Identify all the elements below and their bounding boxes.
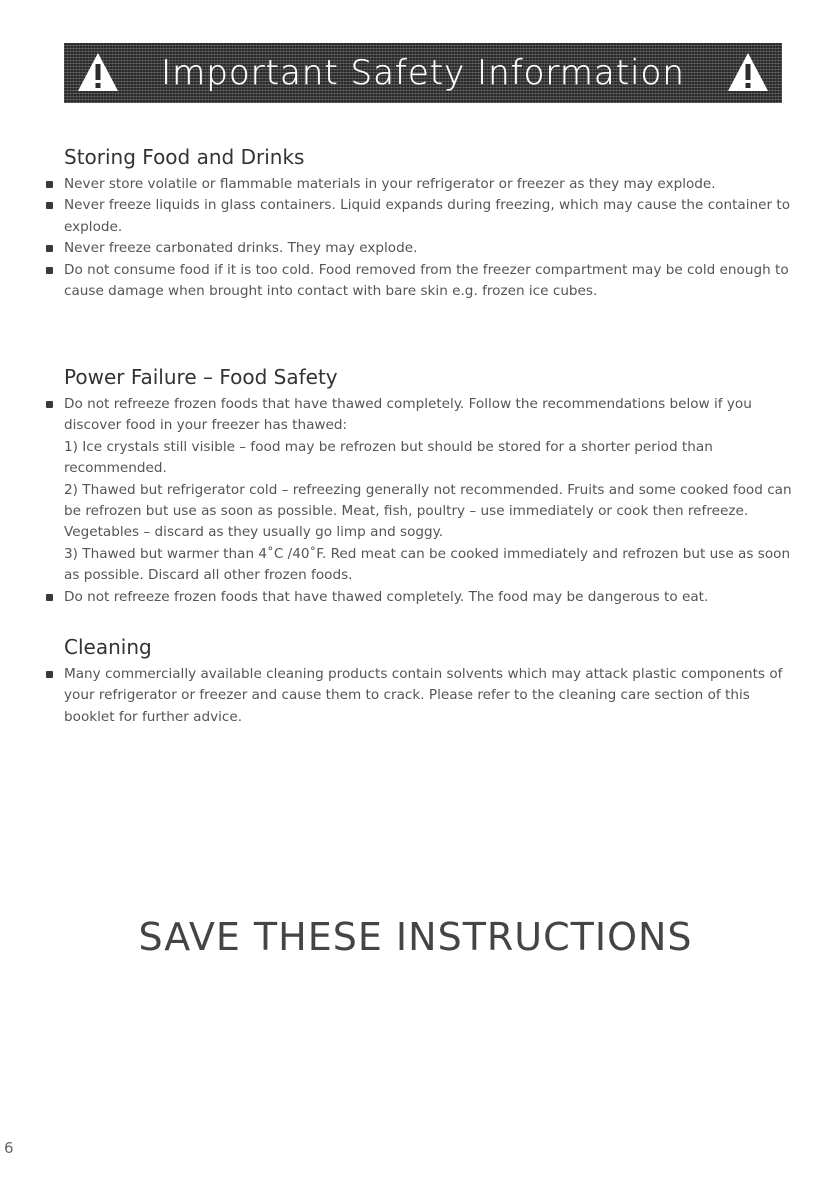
list-item: [44, 260, 794, 303]
list-item-text: Do not consume food if it is too cold. Food removed from the freezer compartment may be cold enough to cause damage when brought into contact with bare skin e.g. frozen ice cubes.: [64, 261, 789, 300]
list-item: [44, 238, 794, 259]
bullet-icon: [46, 181, 53, 188]
list-item-text: Do not refreeze frozen foods that have thawed completely. Follow the recommendations below if you discover food in your freezer has thawed:: [64, 396, 752, 434]
page-number: 6: [4, 1139, 14, 1157]
section-cleaning: [44, 634, 794, 728]
list-item: [44, 394, 794, 587]
bullet-icon: [46, 245, 53, 252]
safety-banner: [64, 43, 782, 103]
bullet-icon: [46, 267, 53, 274]
recommendation-2: 2) Thawed but refrigerator cold – refreezing generally not recommended. Fruits and some cooked food can be refrozen but use as soon as possible. Meat, fish, poultry – use immediately or cook then refreeze. Vegetables – discard as they usually go limp and soggy.: [64, 481, 792, 541]
list-item-text: Many commercially available cleaning products contain solvents which may attack plastic components of your refrigerator or freezer and cause them to crack. Please refer to the cleaning care section of this booklet for further advice.: [64, 666, 783, 725]
section-heading: Cleaning: [64, 635, 152, 659]
save-instructions-title: SAVE THESE INSTRUCTIONS: [138, 915, 693, 959]
bullet-icon: [46, 401, 53, 408]
list-item-text: Do not refreeze frozen foods that have thawed completely. The food may be dangerous to eat.: [64, 588, 709, 605]
section-storing-food: [44, 144, 794, 302]
bullet-icon: [46, 594, 53, 601]
section-heading: Storing Food and Drinks: [64, 145, 305, 169]
warning-icon: [726, 51, 770, 93]
recommendation-3: 3) Thawed but warmer than 4˚C /40˚F. Red meat can be cooked immediately and refrozen but use as soon as possible. Discard all other frozen foods.: [64, 545, 791, 584]
list-item-text: Never store volatile or flammable materials in your refrigerator or freezer as they may explode.: [64, 176, 716, 192]
section-heading: Power Failure – Food Safety: [64, 365, 338, 389]
list-item: [44, 664, 794, 728]
bullet-icon: [46, 202, 53, 209]
list-item: [44, 195, 794, 238]
list-item: [44, 174, 794, 195]
section-power-failure: [44, 364, 794, 608]
list-item-text: Never freeze carbonated drinks. They may explode.: [64, 240, 418, 257]
bullet-icon: [46, 671, 53, 678]
list-item-text: Never freeze liquids in glass containers. Liquid expands during freezing, which may cause the container to explode.: [64, 197, 791, 235]
list-item: [44, 587, 794, 608]
recommendation-1: 1) Ice crystals still visible – food may be refrozen but should be stored for a shorter period than recommended.: [64, 438, 713, 477]
banner-title: Important Safety Information: [161, 53, 685, 93]
